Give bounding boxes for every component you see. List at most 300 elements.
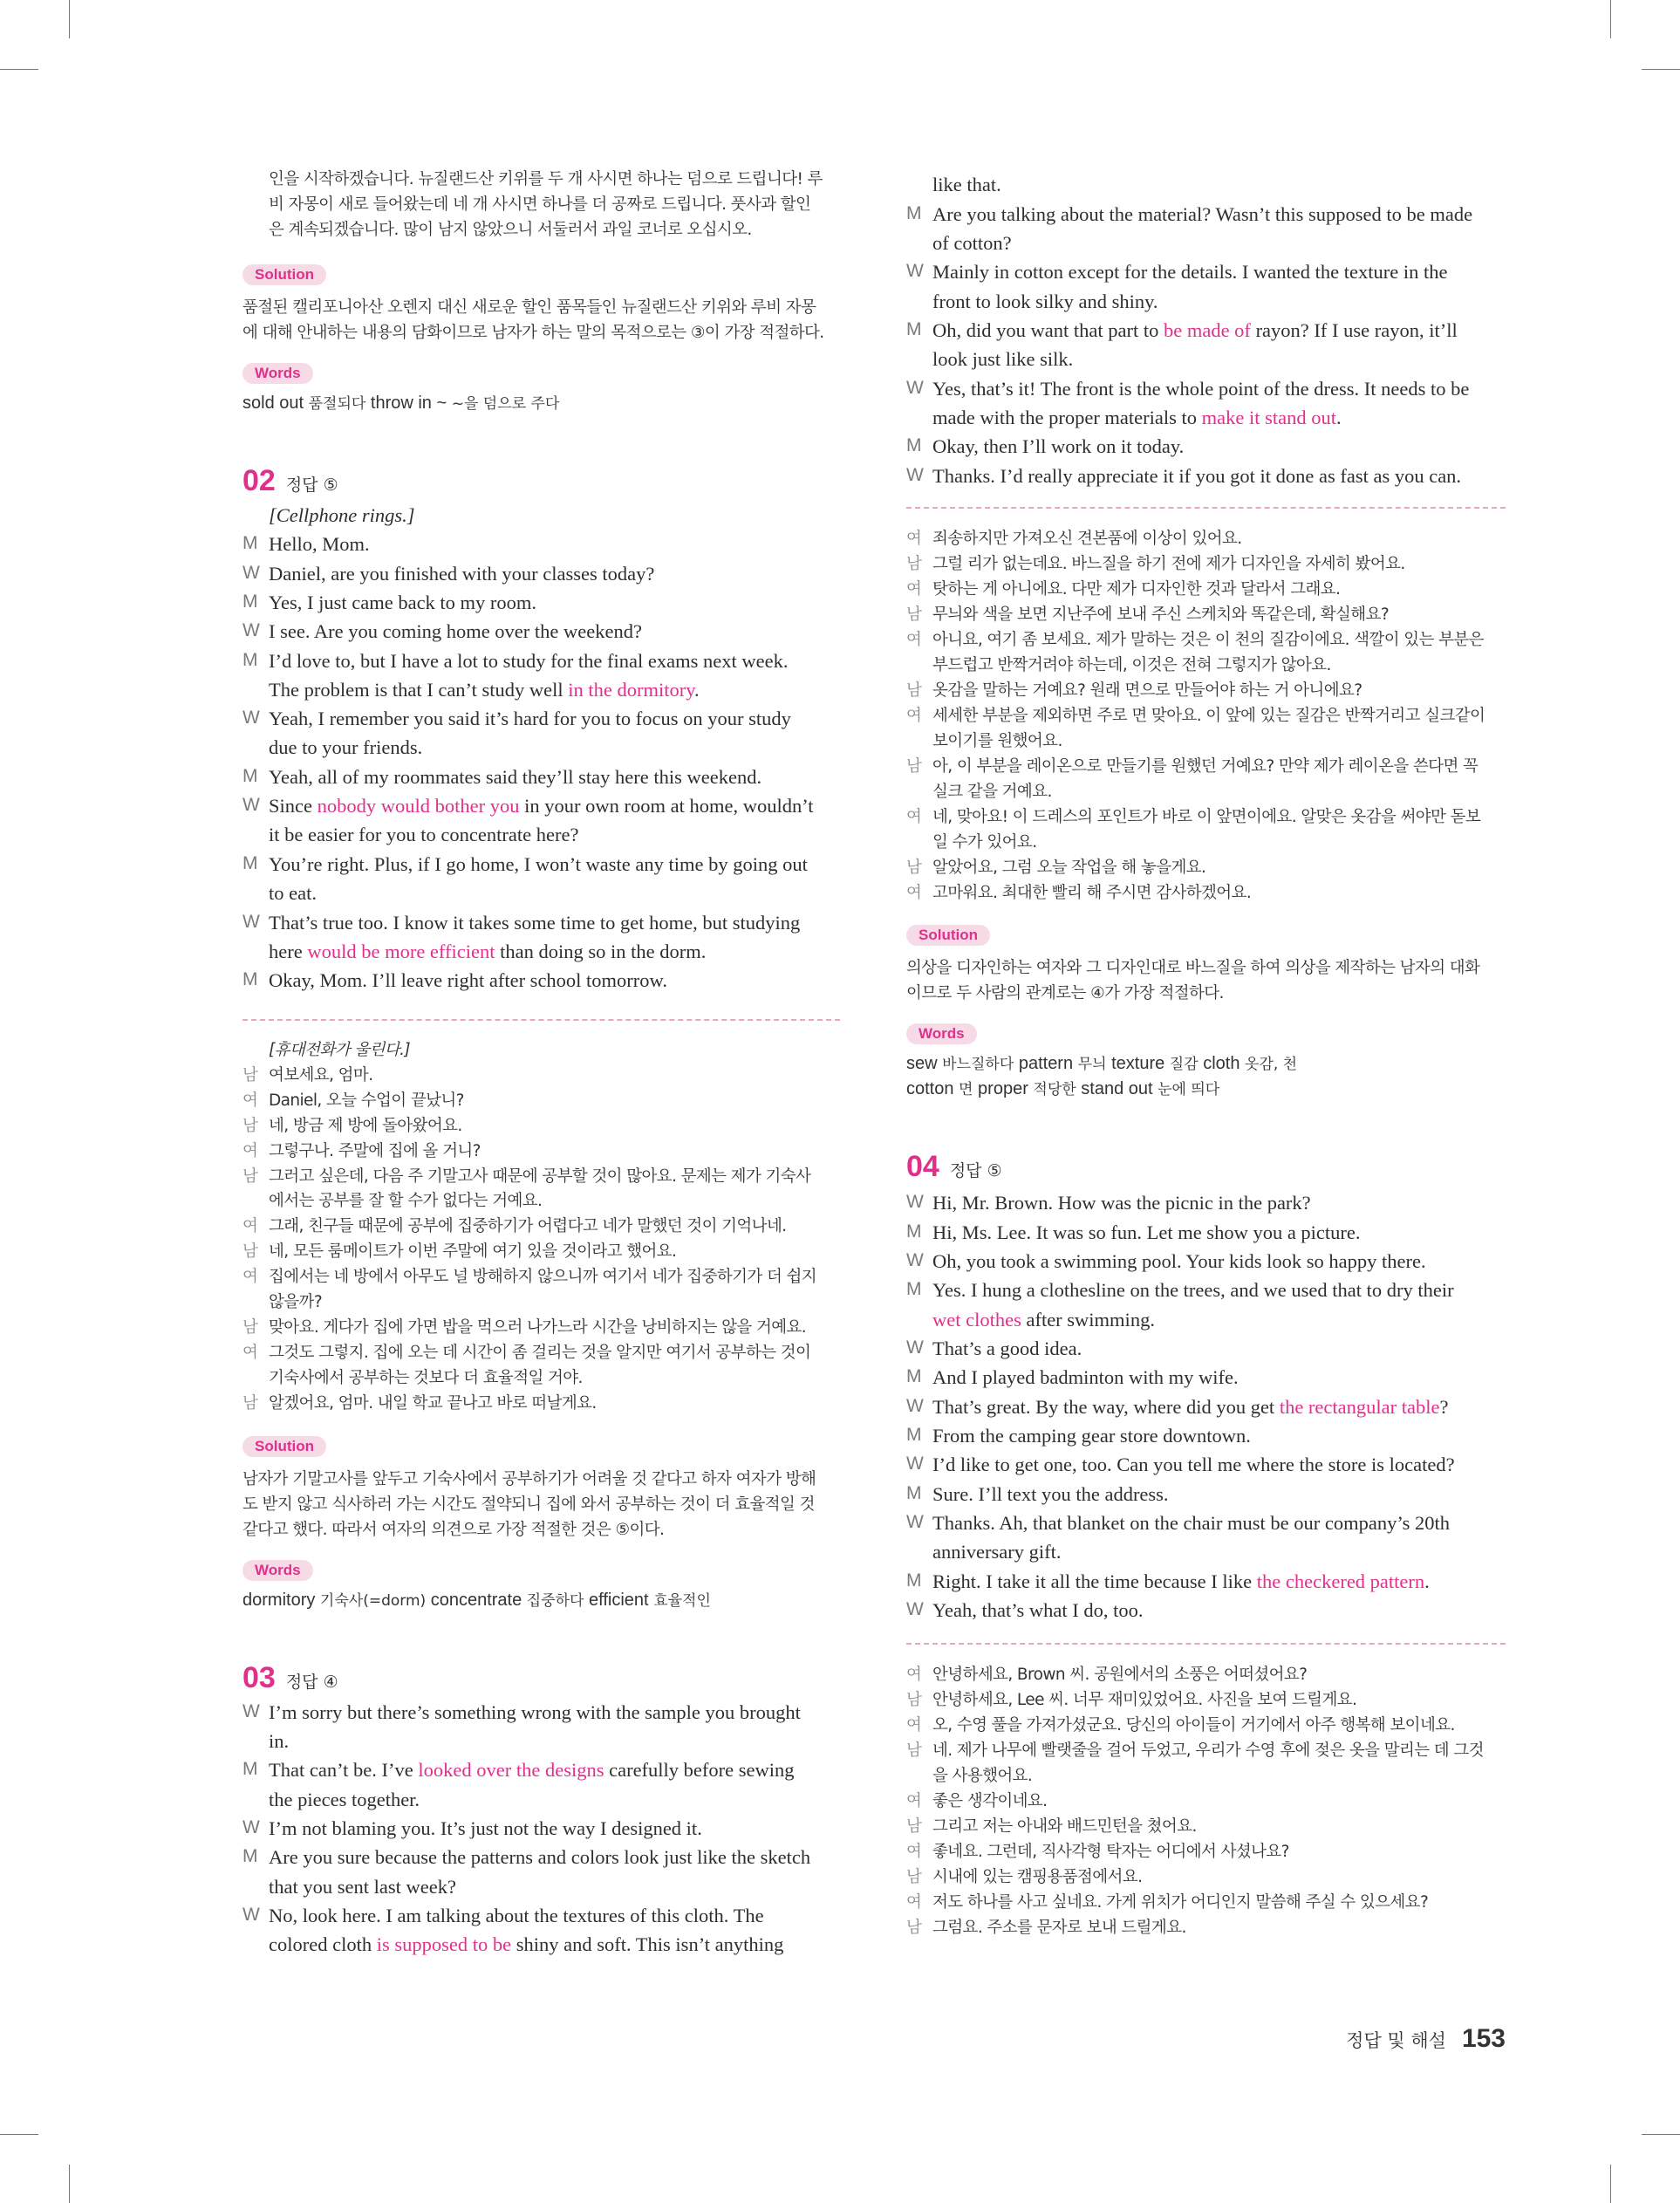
text-run: than doing so in the dorm.: [495, 941, 707, 962]
words-list: [906, 1077, 1506, 1099]
dialogue-line-en: [906, 1366, 1506, 1394]
dialogue-line-ko: [242, 1264, 840, 1287]
line-text: 을 사용했어요.: [932, 1767, 1033, 1785]
line-text: You’re right. Plus, if I go home, I won’t waste any time by going out: [269, 853, 808, 875]
line-text: [Cellphone rings.]: [269, 504, 415, 526]
speaker-mark: M: [242, 853, 258, 873]
word-meaning: 효율적인: [653, 1592, 711, 1610]
speaker-mark: 남: [906, 757, 922, 776]
speaker-mark: M: [242, 592, 258, 612]
speaker-mark: 남: [242, 1318, 258, 1337]
dialogue-line-en: [906, 1599, 1506, 1627]
speaker-mark: 남: [906, 1817, 922, 1836]
speaker-mark: W: [906, 378, 924, 398]
speaker-mark: 여: [906, 530, 922, 548]
line-text: 네, 모든 룸메이트가 이번 주말에 여기 있을 것이라고 했어요.: [269, 1242, 677, 1261]
line-text: Hi, Mr. Brown. How was the picnic in the park?: [932, 1192, 1311, 1214]
line-text: 일 수가 있어요.: [932, 833, 1037, 852]
speaker-mark: 여: [242, 1344, 258, 1362]
line-text: Okay, then I’ll work on it today.: [932, 435, 1185, 457]
line-text: Sure. I’ll text you the address.: [932, 1483, 1169, 1505]
word-term: cloth: [1203, 1054, 1240, 1073]
speaker-mark: 여: [906, 808, 922, 826]
word-term: dormitory: [242, 1591, 316, 1610]
dialogue-line-ko: [906, 729, 1506, 751]
dialogue-line-en: [242, 1789, 840, 1816]
speaker-mark: 남: [242, 1117, 258, 1135]
word-term: efficient: [589, 1591, 649, 1610]
dialogue-line-ko: [906, 1915, 1506, 1938]
line-text: Yeah, that’s what I do, too.: [932, 1599, 1144, 1621]
speaker-mark: M: [906, 435, 922, 455]
dialogue-line-en: [242, 824, 840, 852]
line-text: 알겠어요, 엄마. 내일 학교 끝나고 바로 떠날게요.: [269, 1394, 597, 1413]
dialogue-line-en: [906, 1338, 1506, 1365]
highlight-phrase: the checkered pattern: [1256, 1570, 1425, 1592]
line-text: Thanks. I’d really appreciate it if you got it done as fast as you can.: [932, 465, 1462, 487]
dialogue-line-ko: [906, 1789, 1506, 1811]
line-text: Yes. I hung a clothesline on the trees, and we used that to dry their: [932, 1279, 1454, 1301]
word-meaning: 기숙사(=dorm): [319, 1592, 427, 1610]
speaker-mark: 여: [242, 1268, 258, 1286]
speaker-mark: 남: [906, 859, 922, 877]
text-run: rayon? If I use rayon, it’ll: [1250, 319, 1458, 341]
dialogue-line-ko: [906, 1662, 1506, 1685]
line-text: 좋네요. 그런데, 직사각형 탁자는 어디에서 사셨나요?: [932, 1843, 1289, 1861]
dialogue-line-ko: [906, 703, 1506, 726]
dialogue-line-en: [906, 378, 1506, 406]
text-run: here: [269, 941, 308, 962]
word-term: cotton: [906, 1079, 954, 1098]
dialogue-line-en: [242, 708, 840, 735]
dialogue-line-ko: [906, 880, 1506, 903]
speaker-mark: 남: [242, 1066, 258, 1084]
highlight-phrase: would be more efficient: [307, 941, 495, 962]
speaker-mark: M: [906, 319, 922, 339]
speaker-mark: W: [906, 1338, 924, 1358]
speaker-mark: 남: [906, 1919, 922, 1937]
line-text: Yes, that’s it! The front is the whole point of the dress. It needs to be: [932, 378, 1470, 400]
speaker-mark: W: [906, 1512, 924, 1532]
dialogue-line-en: [906, 203, 1506, 231]
dialogue-line-en: [242, 795, 840, 823]
solution-text-line: 도 받지 않고 식사하러 가는 시간도 절약되니 집에 와서 공부하는 것이 더 효율적일 것: [242, 1495, 815, 1514]
dialogue-line-en: [906, 1512, 1506, 1540]
highlight-phrase: in the dormitory: [568, 679, 695, 701]
line-text: 맞아요. 게다가 집에 가면 밥을 먹으러 나가느라 시간을 낭비하지는 않을 거예요.: [269, 1318, 807, 1337]
dialogue-line-en: [242, 1846, 840, 1874]
line-text: 그것도 그렇지. 집에 오는 데 시간이 좀 걸리는 것을 알지만 여기서 공부하는 것이: [269, 1344, 811, 1362]
dialogue-line-en: [242, 1905, 840, 1933]
intro-ko-line: 은 계속되겠습니다. 많이 남지 않았으니 서둘러서 과일 코너로 오십시오.: [269, 221, 752, 239]
dialogue-line-en: [242, 969, 840, 997]
dashed-divider: [906, 1643, 1506, 1645]
line-text: From the camping gear store downtown.: [932, 1425, 1251, 1447]
speaker-mark: M: [242, 650, 258, 670]
dialogue-line-en: [242, 1701, 840, 1729]
crop-mark: [0, 2134, 38, 2135]
dialogue-line-ko: [242, 1365, 840, 1388]
speaker-mark: W: [906, 1192, 924, 1212]
speaker-mark: W: [906, 465, 924, 485]
text-run: ?: [1439, 1396, 1449, 1418]
dialogue-line-ko: [906, 1890, 1506, 1912]
line-text: [932, 407, 1506, 429]
highlight-phrase: is supposed to be: [376, 1933, 512, 1955]
text-run: made with the proper materials to: [932, 407, 1202, 428]
speaker-mark: 여: [906, 580, 922, 599]
line-text: Yeah, I remember you said it’s hard for you to focus on your study: [269, 708, 791, 729]
line-text: [269, 1933, 840, 1956]
dialogue-line-ko: [906, 1814, 1506, 1837]
line-text: [휴대전화가 울린다.]: [269, 1041, 410, 1059]
line-text: And I played badminton with my wife.: [932, 1366, 1239, 1388]
speaker-mark: M: [906, 1570, 922, 1591]
solution-badge: Solution: [242, 264, 326, 285]
line-text: I’m sorry but there’s something wrong with the sample you brought: [269, 1701, 801, 1723]
speaker-mark: 여: [906, 1666, 922, 1684]
dialogue-line-ko: [242, 1239, 840, 1262]
word-meaning: 바느질하다: [942, 1056, 1014, 1073]
line-text: 기숙사에서 공부하는 것보다 더 효율적일 거야.: [269, 1369, 583, 1387]
dialogue-line-en: [242, 1730, 840, 1758]
dialogue-line-en: [906, 1279, 1506, 1307]
dialogue-line-ko: [242, 1315, 840, 1338]
dialogue-line-ko: [906, 551, 1506, 574]
dialogue-line-en: [906, 1309, 1506, 1337]
dialogue-line-en: [906, 1454, 1506, 1481]
word-meaning: 집중하다: [526, 1592, 584, 1610]
dialogue-line-en: [906, 1570, 1506, 1598]
solution-text-line: 이므로 두 사람의 관계로는 ④가 가장 적절하다.: [906, 984, 1224, 1002]
dialogue-line-en: [242, 853, 840, 881]
question-04-header: [906, 1150, 1002, 1185]
dialogue-line-ko: [906, 577, 1506, 599]
line-text: 안녕하세요, Lee 씨. 너무 재미있었어요. 사진을 보여 드릴게요.: [932, 1691, 1357, 1709]
line-text: 네, 방금 제 방에 돌아왔어요.: [269, 1117, 462, 1135]
solution-text-line: 의상을 디자인하는 여자와 그 디자인대로 바느질을 하여 의상을 제작하는 남자의 대화: [906, 959, 1480, 977]
line-text: Are you sure because the patterns and colors look just like the sketch: [269, 1846, 811, 1868]
speaker-mark: 여: [242, 1142, 258, 1160]
dialogue-line-en: [242, 620, 840, 648]
line-text: 그렇구나. 주말에 집에 올 거니?: [269, 1142, 481, 1160]
line-text: it be easier for you to concentrate here?: [269, 824, 579, 845]
intro-ko-line: 인을 시작하겠습니다. 뉴질랜드산 키위를 두 개 사시면 하나는 덤으로 드립니다! 루: [269, 170, 823, 188]
words-badge: Words: [906, 1023, 977, 1044]
line-text: to eat.: [269, 882, 317, 904]
solution-badge: Solution: [242, 1436, 326, 1457]
solution-text-line: 에 대해 안내하는 내용의 담화이므로 남자가 하는 말의 목적으로는 ③이 가장 적절하다.: [242, 324, 824, 342]
speaker-mark: M: [906, 1221, 922, 1242]
line-text: 에서는 공부를 잘 할 수가 없다는 거예요.: [269, 1192, 543, 1210]
dialogue-line-en: [242, 563, 840, 591]
line-text: 고마워요. 최대한 빨리 해 주시면 감사하겠어요.: [932, 884, 1252, 902]
dialogue-line-en: [242, 941, 840, 968]
text-run: .: [694, 679, 700, 701]
dialogue-line-en: [906, 319, 1506, 347]
words-list: [906, 1051, 1506, 1074]
dialogue-line-en: [242, 650, 840, 678]
dialogue-line-ko: [906, 1763, 1506, 1786]
dialogue-line-ko: [242, 1188, 840, 1211]
speaker-mark: 남: [242, 1242, 258, 1261]
speaker-mark: W: [906, 1250, 924, 1270]
highlight-phrase: be made of: [1163, 319, 1251, 341]
dialogue-line-en: [242, 533, 840, 561]
line-text: anniversary gift.: [932, 1541, 1062, 1563]
line-text: 네, 맞아요! 이 드레스의 포인트가 바로 이 앞면이에요. 알맞은 옷감을 써야만 돋보: [932, 808, 1481, 826]
line-text: 세세한 부분을 제외하면 주로 면 맞아요. 이 앞에 있는 질감은 반짝거리고 실크같이: [932, 707, 1485, 725]
speaker-mark: W: [242, 1701, 260, 1721]
text-run: in your own room at home, wouldn’t: [519, 795, 814, 817]
dialogue-line-en: [242, 592, 840, 619]
dialogue-line-en: [242, 679, 840, 707]
dialogue-line-en: [242, 1933, 840, 1961]
highlight-phrase: looked over the designs: [418, 1759, 604, 1781]
dialogue-line-en: [906, 232, 1506, 260]
highlight-phrase: make it stand out: [1201, 407, 1337, 428]
text-run: .: [1336, 407, 1342, 428]
crop-mark: [1642, 2134, 1680, 2135]
line-text: [269, 795, 840, 818]
line-text: [932, 1570, 1506, 1593]
highlight-phrase: the rectangular table: [1279, 1396, 1440, 1418]
line-text: 그럼요. 주소를 문자로 보내 드릴게요.: [932, 1919, 1186, 1937]
dialogue-line-en: [242, 766, 840, 794]
speaker-mark: 여: [242, 1217, 258, 1235]
dialogue-line-en: [906, 1396, 1506, 1424]
line-text: that you sent last week?: [269, 1876, 456, 1898]
text-run: Oh, did you want that part to: [932, 319, 1164, 341]
dialogue-line-en: [906, 435, 1506, 463]
line-text: Okay, Mom. I’ll leave right after school tomorrow.: [269, 969, 667, 991]
line-text: [269, 941, 840, 963]
text-run: That’s great. By the way, where did you get: [932, 1396, 1280, 1418]
word-term: proper: [978, 1079, 1028, 1098]
line-text: Are you talking about the material? Wasn’t this supposed to be made: [932, 203, 1473, 225]
text-run: The problem is that I can’t study well: [269, 679, 569, 701]
dialogue-line-en: [906, 261, 1506, 289]
crop-mark: [1610, 2165, 1611, 2203]
line-text: 그래, 친구들 때문에 공부에 집중하기가 어렵다고 네가 말했던 것이 기억나네.: [269, 1217, 787, 1235]
speaker-mark: 여: [906, 1893, 922, 1912]
line-text: I’d like to get one, too. Can you tell me where the store is located?: [932, 1454, 1455, 1475]
line-text: I’d love to, but I have a lot to study for the final exams next week.: [269, 650, 789, 672]
line-text: 안녕하세요, Brown 씨. 공원에서의 소풍은 어떠셨어요?: [932, 1666, 1308, 1684]
line-text: Oh, you took a swimming pool. Your kids look so happy there.: [932, 1250, 1426, 1272]
speaker-mark: 남: [242, 1167, 258, 1186]
answer-key: 정답 ⑤: [285, 475, 338, 495]
dialogue-line-ko: [242, 1113, 840, 1136]
dialogue-line-en: [906, 291, 1506, 318]
speaker-mark: M: [242, 1846, 258, 1866]
line-text: Mainly in cotton except for the details. I wanted the texture in the: [932, 261, 1448, 283]
text-run: after swimming.: [1021, 1309, 1155, 1331]
word-term: pattern: [1018, 1054, 1074, 1073]
speaker-mark: W: [906, 1454, 924, 1474]
line-text: Hi, Ms. Lee. It was so fun. Let me show you a picture.: [932, 1221, 1361, 1243]
dialogue-line-ko: [906, 1864, 1506, 1887]
line-text: I see. Are you coming home over the weekend?: [269, 620, 642, 642]
line-text: 무늬와 색을 보면 지난주에 보내 주신 스케치와 똑같은데, 확실해요?: [932, 605, 1390, 624]
line-text: like that.: [932, 174, 1001, 195]
speaker-mark: M: [906, 203, 922, 223]
word-term: sew: [906, 1054, 938, 1073]
dialogue-line-ko: [242, 1164, 840, 1187]
line-text: 오, 수영 풀을 가져가셨군요. 당신의 아이들이 거기에서 아주 행복해 보이네요.: [932, 1716, 1455, 1734]
page-number: 153: [1461, 2024, 1506, 2053]
line-text: 아니요, 여기 좀 보세요. 제가 말하는 것은 이 천의 질감이에요. 색깔이 있는 부분은: [932, 631, 1484, 649]
line-text: 그러고 싶은데, 다음 주 기말고사 때문에 공부할 것이 많아요. 문제는 제가 기숙사: [269, 1167, 811, 1186]
speaker-mark: W: [906, 261, 924, 281]
word-term: throw in ~: [370, 393, 447, 413]
line-text: the pieces together.: [269, 1789, 420, 1810]
dialogue-line-ko: [242, 1340, 840, 1363]
dialogue-line-ko: [242, 1088, 840, 1111]
question-number: 04: [906, 1150, 939, 1183]
speaker-mark: W: [906, 1599, 924, 1619]
line-text: [932, 1396, 1506, 1419]
dialogue-line-ko: [906, 1713, 1506, 1735]
dialogue-line-en: [242, 1759, 840, 1787]
text-run: Since: [269, 795, 318, 817]
word-term: concentrate: [430, 1591, 522, 1610]
dialogue-line-en: [906, 1192, 1506, 1220]
word-meaning: 눈에 띄다: [1158, 1081, 1220, 1098]
speaker-mark: W: [242, 795, 260, 815]
dialogue-line-ko: [242, 1214, 840, 1236]
line-text: Daniel, 오늘 수업이 끝났니?: [269, 1091, 464, 1110]
line-text: 실크 같을 거예요.: [932, 783, 1052, 801]
crop-mark: [1610, 0, 1611, 38]
line-text: 여보세요, 엄마.: [269, 1066, 373, 1084]
solution-text-line: 남자가 기말고사를 앞두고 기숙사에서 공부하기가 어려울 것 같다고 하자 여자가 방해: [242, 1470, 816, 1488]
speaker-mark: 여: [906, 1843, 922, 1861]
speaker-mark: M: [906, 1425, 922, 1445]
words-badge: Words: [242, 363, 313, 384]
text-run: carefully before sewing: [604, 1759, 795, 1781]
word-meaning: ~을 덤으로 주다: [451, 395, 560, 413]
speaker-mark: M: [242, 766, 258, 786]
word-term: stand out: [1081, 1079, 1153, 1098]
word-meaning: 품절되다: [308, 395, 366, 413]
footer-section-label: 정답 및 해설: [1346, 2030, 1446, 2051]
dialogue-line-ko: [906, 804, 1506, 827]
dialogue-line-ko: [242, 1063, 840, 1085]
dialogue-line-en: [906, 1221, 1506, 1249]
line-text: 옷감을 말하는 거예요? 원래 면으로 만들어야 하는 거 아니에요?: [932, 681, 1362, 700]
dialogue-line-ko: [242, 1037, 840, 1060]
speaker-mark: 여: [242, 1091, 258, 1110]
speaker-mark: 남: [906, 605, 922, 624]
line-text: [269, 1759, 840, 1782]
line-text: [269, 679, 840, 701]
dialogue-line-ko: [906, 1738, 1506, 1761]
question-03-header: [242, 1661, 338, 1696]
speaker-mark: W: [242, 620, 260, 640]
line-text: I’m not blaming you. It’s just not the way I designed it.: [269, 1817, 702, 1839]
answer-key: 정답 ④: [285, 1673, 338, 1692]
speaker-mark: W: [242, 912, 260, 932]
speaker-mark: 여: [906, 707, 922, 725]
word-meaning: 적당한: [1033, 1081, 1076, 1098]
speaker-mark: 남: [906, 555, 922, 573]
dashed-divider: [906, 507, 1506, 509]
speaker-mark: 남: [906, 1741, 922, 1760]
dialogue-line-ko: [906, 1687, 1506, 1710]
speaker-mark: W: [906, 1396, 924, 1416]
text-run: .: [1424, 1570, 1430, 1592]
line-text: Thanks. Ah, that blanket on the chair must be our company’s 20th: [932, 1512, 1451, 1534]
speaker-mark: W: [242, 1817, 260, 1837]
line-text: Yeah, all of my roommates said they’ll stay here this weekend.: [269, 766, 762, 788]
dialogue-line-en: [906, 1541, 1506, 1569]
solution-badge: Solution: [906, 925, 990, 946]
dialogue-line-ko: [906, 526, 1506, 549]
dialogue-line-en: [242, 882, 840, 910]
dialogue-line-en: [242, 1876, 840, 1904]
word-meaning: 무늬: [1077, 1056, 1107, 1073]
speaker-mark: M: [242, 969, 258, 989]
speaker-mark: 여: [906, 884, 922, 902]
text-run: That can’t be. I’ve: [269, 1759, 419, 1781]
word-meaning: 면: [959, 1081, 973, 1098]
dialogue-line-ko: [242, 1139, 840, 1161]
speaker-mark: 남: [242, 1394, 258, 1413]
words-list: [242, 1588, 840, 1611]
dialogue-line-en: [906, 1483, 1506, 1511]
speaker-mark: M: [242, 1759, 258, 1779]
word-meaning: 옷감, 천: [1245, 1056, 1298, 1073]
crop-mark: [1642, 69, 1680, 70]
solution-text-line: 품절된 캘리포니아산 오렌지 대신 새로운 할인 품목들인 뉴질랜드산 키위와 루비 자몽: [242, 298, 816, 317]
speaker-mark: M: [906, 1366, 922, 1386]
dialogue-line-en: [242, 912, 840, 940]
line-text: 죄송하지만 가져오신 견본품에 이상이 있어요.: [932, 530, 1242, 548]
words-list: [242, 391, 840, 414]
dialogue-line-ko: [242, 1290, 840, 1312]
line-text: 집에서는 네 방에서 아무도 널 방해하지 않으니까 여기서 네가 집중하기가 더 쉽지: [269, 1268, 817, 1286]
line-text: 저도 하나를 사고 싶네요. 가게 위치가 어디인지 말씀해 주실 수 있으세요?: [932, 1893, 1429, 1912]
speaker-mark: 여: [906, 1716, 922, 1734]
dialogue-line-en: [906, 174, 1506, 202]
line-text: 네. 제가 나무에 빨랫줄을 걸어 두었고, 우리가 수영 후에 젖은 옷을 말리는 데 그것: [932, 1741, 1484, 1760]
speaker-mark: M: [906, 1279, 922, 1299]
dialogue-line-ko: [242, 1391, 840, 1413]
dialogue-line-ko: [906, 1839, 1506, 1862]
crop-mark: [0, 69, 38, 70]
answer-key: 정답 ⑤: [949, 1161, 1002, 1180]
speaker-mark: W: [242, 563, 260, 583]
line-text: No, look here. I am talking about the textures of this cloth. The: [269, 1905, 764, 1926]
word-term: sold out: [242, 393, 304, 413]
question-number: 03: [242, 1661, 276, 1694]
speaker-mark: 남: [906, 681, 922, 700]
line-text: 부드럽고 반짝거려야 하는데, 이것은 전혀 그렇지가 않아요.: [932, 656, 1331, 674]
question-02-header: [242, 464, 338, 499]
line-text: in.: [269, 1730, 290, 1752]
line-text: 그리고 저는 아내와 배드민턴을 쳤어요.: [932, 1817, 1197, 1836]
line-text: That’s a good idea.: [932, 1338, 1082, 1359]
speaker-mark: 남: [906, 1691, 922, 1709]
dialogue-line-en: [906, 1425, 1506, 1453]
highlight-phrase: wet clothes: [932, 1309, 1021, 1331]
highlight-phrase: nobody would bother you: [317, 795, 520, 817]
dialogue-line-ko: [906, 855, 1506, 878]
speaker-mark: 여: [906, 1792, 922, 1810]
line-text: 보이기를 원했어요.: [932, 732, 1062, 750]
line-text: front to look silky and shiny.: [932, 291, 1158, 312]
